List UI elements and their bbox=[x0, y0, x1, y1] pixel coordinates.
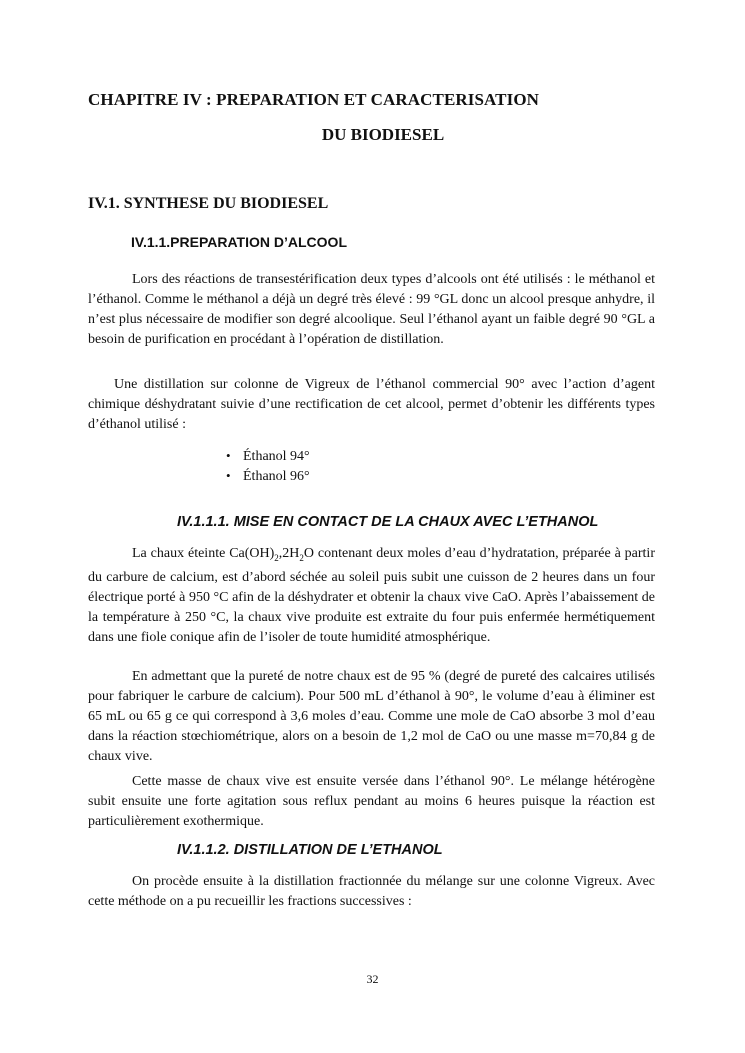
chapter-title-line2: DU BIODIESEL bbox=[321, 125, 445, 144]
subscript: 2 bbox=[299, 552, 304, 563]
text-run: O contenant deux moles d’eau d’hydratation, préparée à partir du carbure de calcium, est d’abord séchée au soleil puis subit une cuisson de 2 heures dans un four électrique porté à 950 °C afin de la déshydrater et obtenir la chaux vive CaO. Après l’abaissement de la température à 250 °C, la chaux vive produite est extraite du four puis enfermée hermétiquement dans une fiole conique afin de l’isoler de toute humidité atmosphérique. bbox=[88, 546, 655, 645]
paragraph-mixing-reflux: Cette masse de chaux vive est ensuite versée dans l’éthanol 90°. Le mélange hétérogène subit ensuite une forte agitation sous reflux pendant au moins 6 heures puisque la réaction est particulièrement exothermique. bbox=[88, 774, 655, 829]
text-run: La chaux éteinte Ca(OH) bbox=[132, 546, 275, 561]
bullet-text: Éthanol 94° bbox=[243, 449, 310, 464]
paragraph-chaux-preparation bbox=[88, 544, 655, 648]
section-heading: IV.1. SYNTHESE DU BIODIESEL bbox=[88, 195, 329, 212]
subsubsection-heading-distillation: IV.1.1.2. DISTILLATION DE L’ETHANOL bbox=[177, 842, 443, 858]
paragraph-alcohol-types: Lors des réactions de transestérification deux types d’alcools ont été utilisés : le méthanol et l’éthanol. Comme le méthanol a déjà un degré très élevé : 99 °GL donc un alcool presque anhydre, il n’est plus nécessaire de modifier son degré alcoolique. Seul l’éthanol ayant un faible degré 90 °GL a besoin de purification en procédant à l’opération de distillation. bbox=[88, 272, 655, 347]
subsection-heading: IV.1.1.PREPARATION D’ALCOOL bbox=[131, 234, 347, 250]
bullet-icon: • bbox=[226, 448, 231, 463]
subsubsection-heading-chaux: IV.1.1.1. MISE EN CONTACT DE LA CHAUX AVEC L’ETHANOL bbox=[177, 514, 599, 530]
paragraph-distillation-vigreux: Une distillation sur colonne de Vigreux de l’éthanol commercial 90° avec l’action d’agent chimique déshydratant suivie d’une rectification de cet alcool, permet d’obtenir les différents types d’éthanol utilisé : bbox=[88, 377, 655, 432]
paragraph-fractional-distillation: On procède ensuite à la distillation fractionnée du mélange sur une colonne Vigreux. Avec cette méthode on a pu recueillir les fractions successives : bbox=[88, 874, 655, 909]
page-number: 32 bbox=[366, 972, 379, 986]
list-item bbox=[226, 466, 310, 487]
paragraph-purity-calculation: En admettant que la pureté de notre chaux est de 95 % (degré de pureté des calcaires utilisés pour fabriquer le carbure de calcium). Pour 500 mL d’éthanol à 90°, le volume d’eau à éliminer est 65 mL ou 65 g ce qui correspond à 3,6 moles d’eau. Comme une mole de CaO absorbe 3 mol d’eau dans la réaction stœchiométrique, alors on a besoin de 1,2 mol de CaO ou une masse m=70,84 g de chaux vive. bbox=[88, 669, 655, 764]
chapter-title-line1: CHAPITRE IV : PREPARATION ET CARACTERISATION bbox=[88, 90, 540, 109]
subscript: 2 bbox=[274, 552, 279, 563]
bullet-text: Éthanol 96° bbox=[243, 469, 310, 484]
list-item bbox=[226, 446, 310, 467]
bullet-icon: • bbox=[226, 468, 231, 483]
text-run: ,2H bbox=[278, 546, 300, 561]
